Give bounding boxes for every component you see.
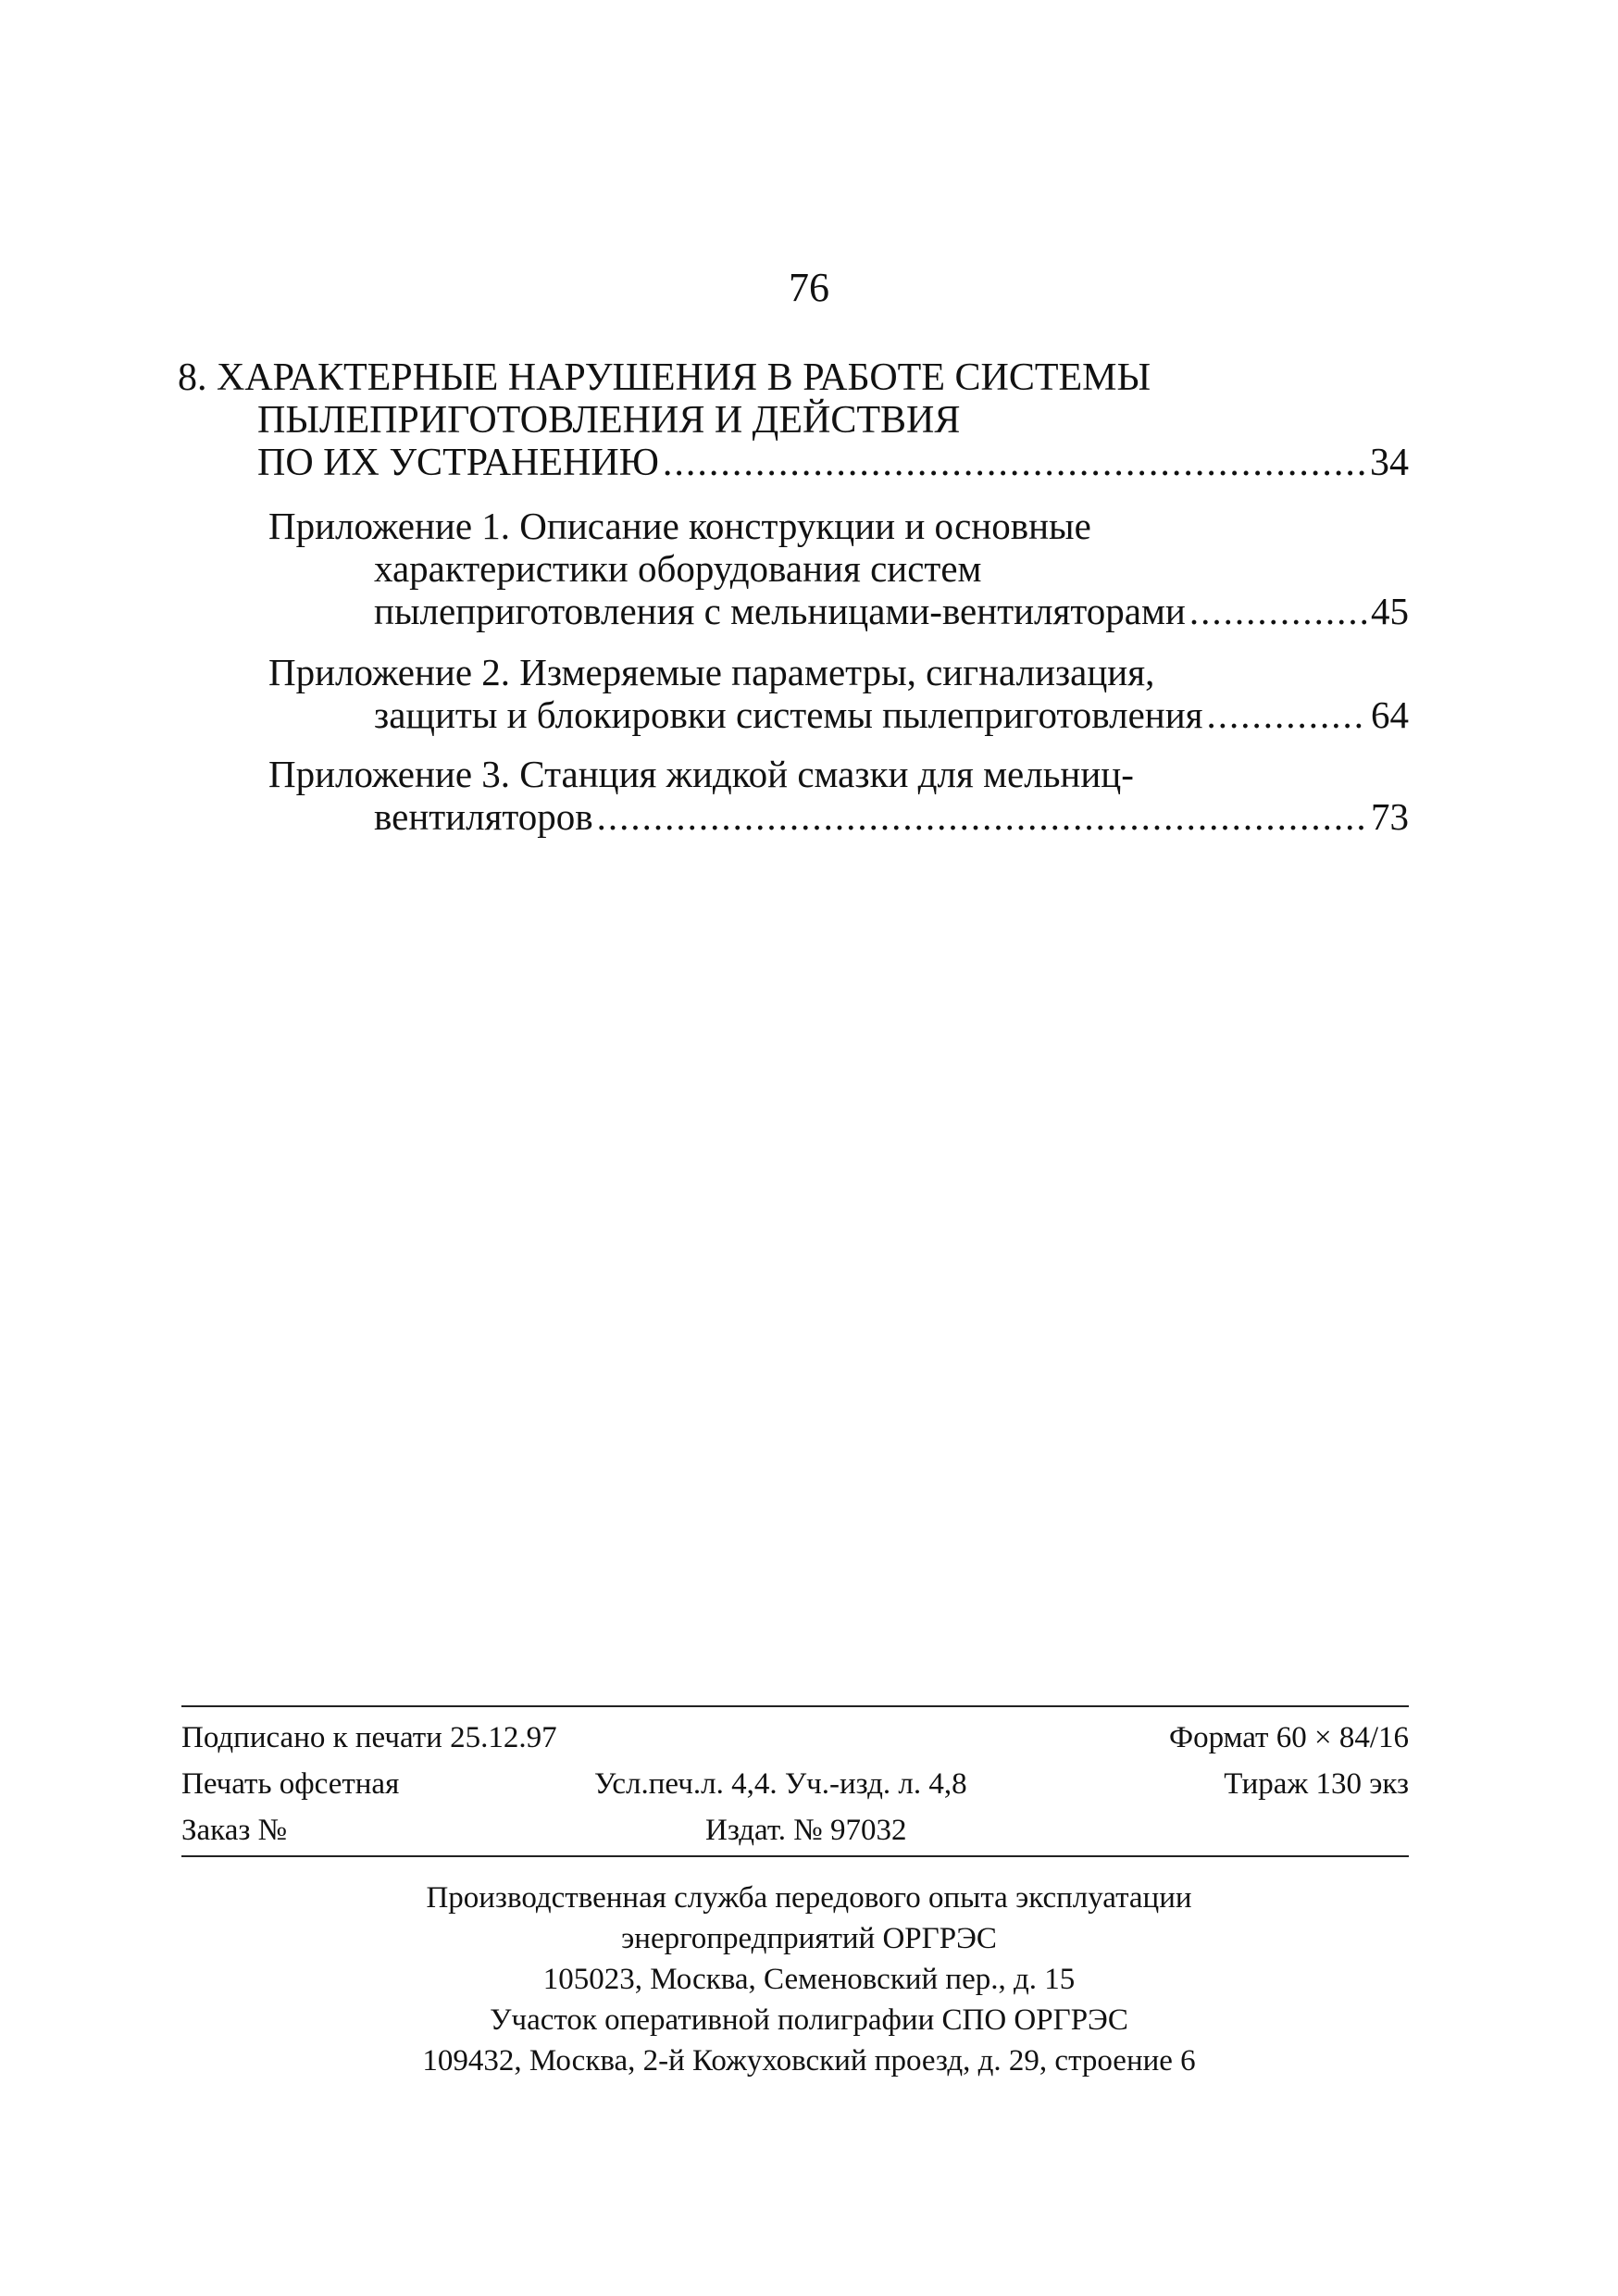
- toc-entry-title-line: вентиляторов: [374, 795, 593, 838]
- paper-format: Формат 60 × 84/16: [1169, 1721, 1409, 1754]
- dot-leader: [1207, 693, 1367, 736]
- toc-entry-last-line: [178, 442, 1409, 484]
- toc-entry-last-line: [268, 590, 1409, 632]
- toc-entry-title-line: ПЫЛЕПРИГОТОВЛЕНИЯ И ДЕЙСТВИЯ: [257, 399, 961, 442]
- toc-entry-title-line: Приложение 1. Описание конструкции и основные: [268, 505, 1091, 547]
- dot-leader: [663, 442, 1366, 484]
- order-number: Заказ №: [181, 1814, 288, 1847]
- toc-entry-chapter-8: [178, 356, 1409, 484]
- publisher-info: [0, 1878, 1618, 2081]
- toc-entry-appendix-1: [268, 505, 1409, 632]
- print-run: Тираж 130 экз: [1224, 1767, 1409, 1801]
- printed-sheets: Усл.печ.л. 4,4. Уч.-изд. л. 4,8: [594, 1767, 967, 1801]
- toc-entry-title-line: ПО ИХ УСТРАНЕНИЮ: [257, 442, 659, 484]
- toc-entry-appendix-2: [268, 651, 1409, 736]
- publisher-line: энергопредприятий ОРГРЭС: [621, 1922, 997, 1955]
- signed-for-print: Подписано к печати 25.12.97: [181, 1721, 557, 1754]
- toc-entry-last-line: [268, 795, 1409, 838]
- dot-leader: [1189, 590, 1367, 632]
- toc-entry-appendix-3: [268, 753, 1409, 838]
- toc-entry-title-line: защиты и блокировки системы пылеприготовления: [374, 693, 1203, 736]
- toc-entry-title-line: характеристики оборудования систем: [374, 547, 982, 590]
- imprint-block: [181, 1705, 1409, 1857]
- imprint-row: [181, 1715, 1409, 1761]
- imprint-bottom-rule: [181, 1855, 1409, 1857]
- dot-leader: [597, 795, 1367, 838]
- imprint-row: [181, 1761, 1409, 1807]
- toc-page-number: 73: [1371, 795, 1409, 838]
- toc-entry-title-line: 8. ХАРАКТЕРНЫЕ НАРУШЕНИЯ В РАБОТЕ СИСТЕМЫ: [178, 356, 1151, 399]
- toc-entry-title-line: Приложение 2. Измеряемые параметры, сигнализация,: [268, 651, 1155, 693]
- edition-number: Издат. № 97032: [705, 1814, 907, 1847]
- toc-entry-title-line: Приложение 3. Станция жидкой смазки для мельниц-: [268, 753, 1134, 795]
- print-type: Печать офсетная: [181, 1767, 400, 1801]
- printing-office: Участок оперативной полиграфии СПО ОРГРЭС: [490, 2003, 1128, 2037]
- printing-office-address: 109432, Москва, 2-й Кожуховский проезд, д. 29, строение 6: [422, 2044, 1196, 2078]
- toc-page-number: 45: [1371, 590, 1409, 632]
- toc-page-number: 34: [1370, 442, 1409, 484]
- toc-page-number: 64: [1371, 693, 1409, 736]
- imprint-row: [181, 1807, 1409, 1853]
- toc-entry-last-line: [268, 693, 1409, 736]
- publisher-line: Производственная служба передового опыта эксплуатации: [426, 1881, 1192, 1915]
- page-number: 76: [789, 265, 829, 310]
- toc-entry-title-line: пылеприготовления с мельницами-вентиляторами: [374, 590, 1186, 632]
- publisher-address: 105023, Москва, Семеновский пер., д. 15: [542, 1963, 1076, 1996]
- imprint-top-rule: [181, 1705, 1409, 1707]
